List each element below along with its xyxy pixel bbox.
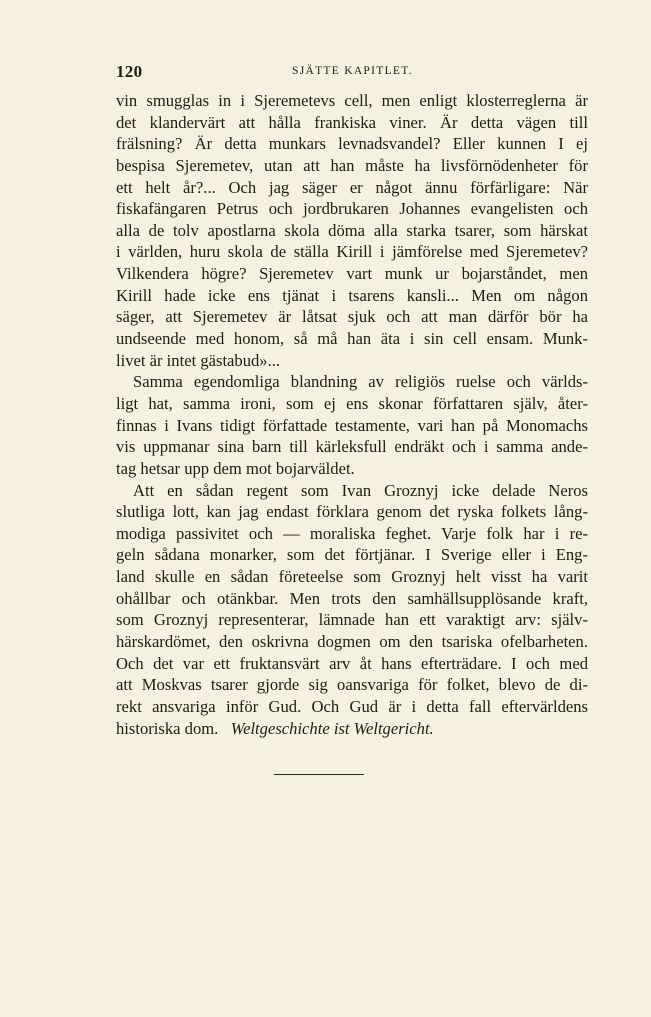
text-line: finnas i Ivans tidigt författade testamente, vari han på Monomachs bbox=[116, 415, 588, 435]
text-line: frälsning? Är detta munkars levnadsvandel? Eller kunnen I ej bbox=[116, 134, 588, 154]
text-line: ohållbar och otänkbar. Men trots den samhällsupplösande kraft, bbox=[116, 588, 588, 608]
text-line: som Groznyj representerar, lämnade han ett varaktigt arv: själv- bbox=[116, 610, 588, 630]
text-line: Och det var ett fruktansvärt arv åt hans efterträdare. I och med bbox=[116, 653, 588, 673]
text-line: alla de tolv apostlarna skola döma alla starka tsarer, som härskat bbox=[116, 220, 588, 240]
text-line-final bbox=[116, 718, 588, 740]
text-line: slutliga lott, kan jag endast förklara genom det ryska folkets lång- bbox=[116, 502, 588, 522]
text-line: geln sådana monarker, som det förtjänar. I Sverige eller i Eng- bbox=[116, 545, 588, 565]
text-line: Att en sådan regent som Ivan Groznyj icke delade Neros bbox=[133, 480, 588, 500]
text-line: härskardömet, den oskrivna dogmen om den tsariska ofelbarheten. bbox=[116, 632, 588, 652]
text-line: tag hetsar upp dem mot bojarväldet. bbox=[116, 458, 355, 478]
running-head: SJÄTTE KAPITLET. bbox=[292, 65, 413, 77]
text-line: ligt hat, samma ironi, som ej ens skonar författaren själv, åter- bbox=[116, 393, 588, 413]
text-line: Vilkendera högre? Sjeremetev vart munk ur bojarståndet, men bbox=[116, 264, 588, 284]
text-line: i världen, huru skola de ställa Kirill i jämförelse med Sjeremetev? bbox=[116, 242, 588, 262]
text-line: rekt ansvariga inför Gud. Och Gud är i detta fall eftervärldens bbox=[116, 696, 588, 716]
text-line: det klandervärt att hålla frankiska viner. Är detta vägen till bbox=[116, 112, 588, 132]
text-line: vin smugglas in i Sjeremetevs cell, men enligt klosterreglerna är bbox=[116, 91, 588, 110]
text-line: fiskafängaren Petrus och jordbrukaren Johannes evangelisten och bbox=[116, 199, 588, 219]
text-line: vis uppmanar sina barn till kärleksfull endräkt och i samma ande- bbox=[116, 437, 588, 457]
body-text bbox=[116, 90, 588, 739]
text-line: Kirill hade icke ens tjänat i tsarens kansli... Men om någon bbox=[116, 285, 588, 305]
page-header bbox=[116, 62, 586, 82]
text-line: modiga passivitet och — moraliska feghet. Varje folk har i re- bbox=[116, 523, 588, 543]
text-line: att Moskvas tsarer gjorde sig oansvariga för folket, blevo de di- bbox=[116, 675, 588, 695]
text-line: Samma egendomliga blandning av religiös ruelse och världs- bbox=[133, 372, 588, 392]
text-line: bespisa Sjeremetev, utan att han måste ha livsförnödenheter för bbox=[116, 155, 588, 175]
text-line: säger, att Sjeremetev är låtsat sjuk och att man därför bör ha bbox=[116, 307, 588, 327]
text-line: land skulle en sådan företeelse som Groznyj helt visst ha varit bbox=[116, 567, 588, 587]
text-line: livet är intet gästabud»... bbox=[116, 350, 281, 370]
closing-quote: Weltgeschichte ist Weltgericht. bbox=[230, 718, 434, 738]
page-number: 120 bbox=[116, 62, 143, 81]
text-line: ett helt år?... Och jag säger er något ännu förfärligare: När bbox=[116, 177, 588, 197]
section-divider bbox=[274, 774, 364, 775]
text-line: undseende med honom, så må han äta i sin cell ensam. Munk- bbox=[116, 329, 588, 349]
final-line-text: historiska dom. bbox=[116, 718, 219, 738]
